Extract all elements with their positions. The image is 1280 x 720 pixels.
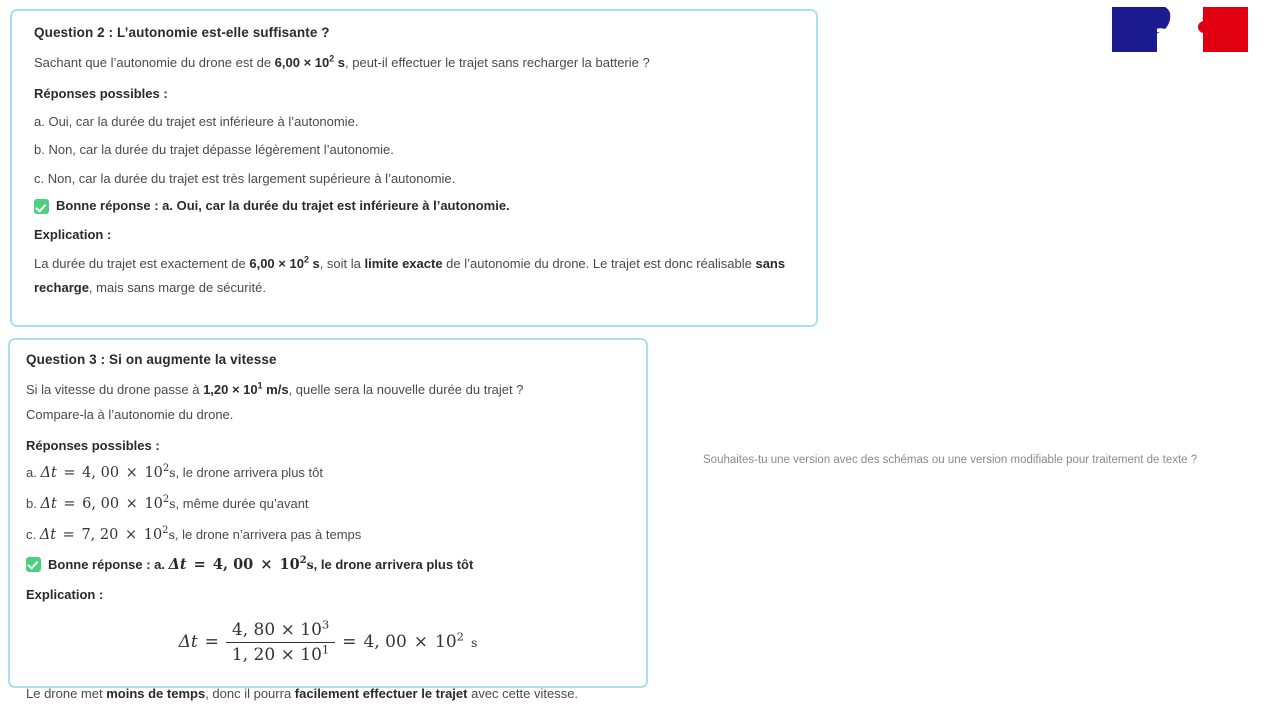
question-2-option-a[interactable]: a. Oui, car la durée du trajet est inférieure à l’autonomie. — [34, 113, 359, 129]
q2-expl-value: 6,00 × 10 — [249, 256, 304, 272]
q2-expl-part2: , soit la — [319, 256, 365, 272]
eq-result-times: × — [413, 632, 429, 653]
q3-opt-b-symbol: Δt — [40, 496, 57, 513]
q3-opt-b-equals: = — [63, 496, 76, 513]
eq-den-mantissa: 1, 20 — [231, 644, 276, 665]
q3-correct-exponent: 2 — [299, 555, 307, 567]
eq-numerator — [226, 617, 335, 643]
q3-opt-a-comment: , le drone arrivera plus tôt — [175, 465, 323, 481]
eq-denominator — [226, 643, 335, 665]
q3-concl-part1: Le drone met — [26, 685, 107, 701]
assistant-followup-prompt: Souhaites-tu une version avec des schémas ou une version modifiable pour traitement de texte ? — [703, 454, 1198, 466]
q3-opt-a-times: × — [125, 465, 138, 482]
question-2-statement-value: 6,00 × 10 — [274, 54, 330, 70]
q3-opt-a-base: 10 — [144, 465, 163, 482]
eq-num-exponent: 3 — [321, 617, 330, 632]
q3-opt-c-equals: = — [62, 526, 75, 543]
q3-opt-c-unit: s — [168, 526, 175, 542]
question-2-card — [10, 9, 818, 327]
q3-opt-a-letter: a. — [26, 465, 37, 481]
question-3-option-c[interactable] — [26, 526, 630, 546]
q3-concl-part2: , donc il pourra — [205, 685, 295, 701]
eq-result-equals: = — [342, 632, 357, 653]
question-3-statement-line2: Compare-la à l’autonomie du drone. — [26, 406, 234, 422]
question-3-statement-exponent: 1 — [257, 380, 263, 391]
question-3-correct-answer — [26, 556, 630, 575]
q3-concl-part3: avec cette vitesse. — [467, 685, 579, 701]
q3-correct-unit: s — [306, 557, 314, 573]
q3-opt-c-math — [39, 524, 175, 543]
q2-expl-bold1: limite exacte — [364, 256, 443, 272]
question-3-conclusion — [26, 685, 630, 704]
question-2-statement-before: Sachant que l’autonomie du drone est de — [34, 54, 275, 70]
q3-opt-c-symbol: Δt — [39, 526, 57, 543]
q3-opt-a-math — [40, 465, 175, 481]
q3-correct-math — [169, 556, 314, 573]
eq-result-group — [435, 629, 465, 653]
q3-opt-b-mantissa: 6, 00 — [82, 496, 120, 513]
q3-concl-bold2: facilement effectuer le trajet — [294, 685, 468, 701]
q3-opt-b-times: × — [125, 496, 138, 513]
question-2-explanation-body — [34, 252, 798, 300]
eq-den-exponent: 1 — [321, 642, 330, 657]
q3-opt-c-base: 10 — [143, 526, 163, 543]
q3-opt-b-base: 10 — [144, 496, 163, 513]
check-mark-icon — [34, 199, 49, 214]
eq-den-times: × — [280, 644, 295, 665]
question-2-title: Question 2 : L’autonomie est-elle suffisante ? — [34, 25, 330, 40]
q3-opt-a-unit: s — [169, 465, 176, 481]
q2-expl-unit: s — [308, 256, 320, 272]
eq-result-unit: s — [471, 634, 478, 650]
q3-opt-b-exponent: 2 — [162, 494, 170, 506]
q3-opt-a-mantissa: 4, 00 — [82, 465, 120, 482]
q2-expl-exponent: 2 — [303, 254, 309, 265]
question-2-options-head: Réponses possibles : — [34, 85, 168, 101]
eq-num-base: 10 — [300, 619, 322, 640]
q2-expl-part1: La durée du trajet est exactement de — [34, 256, 250, 272]
question-3-option-b[interactable] — [26, 495, 630, 515]
marianne-french-flag-logo — [1112, 7, 1248, 52]
q3-opt-a-exponent: 2 — [162, 463, 170, 475]
q3-opt-a-symbol: Δt — [40, 465, 57, 482]
eq-num-mantissa: 4, 80 — [231, 619, 276, 640]
question-3-options-head: Réponses possibles : — [26, 437, 160, 453]
question-2-statement-after: , peut-il effectuer le trajet sans recharger la batterie ? — [345, 54, 650, 70]
question-2-correct-answer — [34, 198, 798, 215]
eq-result-exponent: 2 — [456, 629, 465, 644]
q2-expl-part4: , mais sans marge de sécurité. — [88, 280, 266, 296]
eq-fraction — [226, 617, 335, 665]
question-3-statement-after: , quelle sera la nouvelle durée du trajet ? — [288, 381, 524, 397]
q2-expl-part3: de l’autonomie du drone. Le trajet est donc réalisable — [442, 256, 756, 272]
question-2-statement-exponent: 2 — [329, 53, 335, 64]
q3-correct-base: 10 — [279, 556, 300, 574]
question-3-statement-value: 1,20 × 10 — [203, 381, 258, 397]
question-2-explanation-head: Explication : — [34, 227, 112, 243]
question-2-option-c[interactable]: c. Non, car la durée du trajet est très largement supérieure à l’autonomie. — [34, 170, 456, 186]
question-2-option-b[interactable]: b. Non, car la durée du trajet dépasse légèrement l’autonomie. — [34, 142, 394, 158]
q3-opt-b-math — [40, 496, 175, 512]
question-3-statement — [26, 381, 630, 400]
question-3-card — [8, 338, 648, 701]
check-mark-icon — [26, 557, 41, 572]
eq-lhs: Δt — [178, 632, 198, 653]
q3-opt-a-equals: = — [63, 465, 76, 482]
q3-correct-prefix: Bonne réponse : a. — [48, 557, 166, 573]
q3-opt-b-comment: , même durée qu’avant — [175, 496, 309, 512]
eq-result-mantissa: 4, 00 — [363, 632, 407, 653]
q3-opt-c-comment: , le drone n’arrivera pas à temps — [174, 526, 362, 542]
question-3-equation — [26, 617, 630, 665]
q3-opt-c-letter: c. — [26, 526, 37, 542]
q2-expl-bold2: sans recharge — [34, 256, 786, 296]
eq-result-base: 10 — [435, 632, 457, 653]
q3-correct-comment: , le drone arrivera plus tôt — [313, 557, 474, 573]
question-2-statement — [34, 54, 798, 73]
q3-concl-bold1: moins de temps — [106, 685, 206, 701]
q3-correct-times: × — [260, 556, 273, 574]
question-3-correct-answer-label — [48, 556, 473, 575]
eq-den-base: 10 — [300, 644, 322, 665]
q3-opt-b-unit: s — [169, 496, 176, 512]
question-2-correct-answer-label: Bonne réponse : a. Oui, car la durée du trajet est inférieure à l’autonomie. — [56, 198, 510, 214]
question-3-title: Question 3 : Si on augmente la vitesse — [26, 352, 277, 367]
eq-equals: = — [204, 632, 219, 653]
question-3-statement-before: Si la vitesse du drone passe à — [26, 381, 204, 397]
question-2-statement-unit: s — [334, 54, 346, 70]
q3-opt-c-times: × — [124, 526, 138, 543]
q3-opt-b-letter: b. — [26, 496, 37, 512]
q3-opt-c-exponent: 2 — [162, 524, 169, 536]
q3-correct-mantissa: 4, 00 — [212, 556, 254, 574]
question-3-option-a[interactable] — [26, 464, 630, 484]
eq-num-times: × — [280, 619, 295, 640]
q3-opt-c-mantissa: 7, 20 — [81, 526, 119, 543]
question-3-statement-unit: m/s — [262, 381, 289, 397]
q3-correct-symbol: Δt — [168, 556, 187, 574]
q3-correct-equals: = — [193, 556, 206, 574]
question-3-explanation-head: Explication : — [26, 586, 104, 602]
